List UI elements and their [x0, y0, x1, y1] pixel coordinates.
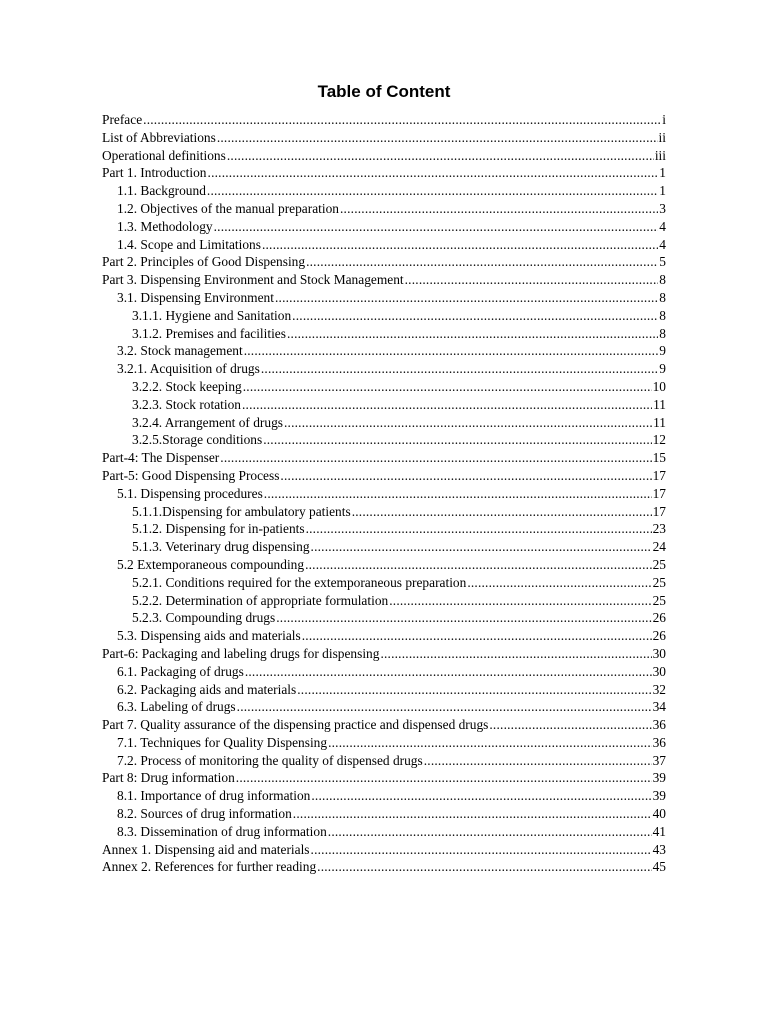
toc-entry-title: Part-5: Good Dispensing Process: [102, 467, 280, 483]
toc-entry-title: 5.1. Dispensing procedures: [117, 485, 263, 501]
toc-entry: [102, 735, 666, 753]
dot-leader: [217, 130, 658, 146]
toc-entry-page-number: 26: [652, 628, 666, 644]
toc-entry: [102, 130, 666, 148]
toc-entry-page-number: 8: [659, 289, 666, 305]
toc-entry-title: 3.2.1. Acquisition of drugs: [117, 361, 260, 377]
dot-leader: [214, 219, 659, 235]
toc-entry-title: 6.1. Packaging of drugs: [117, 663, 244, 679]
toc-entry-title: Part 1. Introduction: [102, 165, 207, 181]
dot-leader: [244, 343, 659, 359]
toc-entry-page-number: ii: [658, 129, 666, 145]
toc-entry-page-number: 26: [652, 610, 666, 626]
dot-leader: [306, 521, 652, 537]
dot-leader: [489, 717, 651, 733]
dot-leader: [424, 753, 652, 769]
toc-entry: [102, 557, 666, 575]
dot-leader: [263, 432, 651, 448]
dot-leader: [284, 415, 652, 431]
toc-entry: [102, 450, 666, 468]
toc-entry: [102, 770, 666, 788]
toc-entry-title: 7.1. Techniques for Quality Dispensing: [117, 734, 328, 750]
page-title: Table of Content: [317, 82, 451, 101]
toc-entry-title: 1.4. Scope and Limitations: [117, 236, 261, 252]
dot-leader: [306, 254, 658, 270]
toc-entry-page-number: 25: [652, 574, 666, 590]
dot-leader: [261, 361, 658, 377]
dot-leader: [237, 699, 652, 715]
toc-entry-page-number: 10: [652, 378, 666, 394]
toc-entry-title: Annex 1. Dispensing aid and materials: [102, 841, 310, 857]
toc-entry-page-number: 9: [659, 361, 666, 377]
dot-leader: [467, 575, 651, 591]
dot-leader: [297, 682, 651, 698]
dot-leader: [207, 183, 658, 199]
dot-leader: [208, 165, 659, 181]
toc-entry: [102, 682, 666, 700]
toc-entry-title: 8.1. Importance of drug information: [117, 788, 311, 804]
toc-entry-title: Part 7. Quality assurance of the dispensing practice and dispensed drugs: [102, 717, 489, 733]
toc-entry: [102, 112, 666, 130]
toc-entry: [102, 824, 666, 842]
toc-entry: [102, 219, 666, 237]
toc-entry: [102, 628, 666, 646]
toc-entry-title: Part 2. Principles of Good Dispensing: [102, 254, 306, 270]
toc-entry-title: 5.1.1.Dispensing for ambulatory patients: [132, 503, 351, 519]
toc-entry-page-number: 37: [652, 752, 666, 768]
toc-entry: [102, 486, 666, 504]
toc-entry-title: 3.2.3. Stock rotation: [132, 396, 241, 412]
dot-leader: [311, 788, 651, 804]
toc-entry-title: Part 3. Dispensing Environment and Stock Management: [102, 272, 404, 288]
toc-entry: [102, 237, 666, 255]
toc-entry-title: 5.2.2. Determination of appropriate formulation: [132, 592, 389, 608]
toc-entry-page-number: 32: [652, 681, 666, 697]
toc-entry: [102, 254, 666, 272]
toc-entry-page-number: 23: [652, 521, 666, 537]
toc-entry: [102, 326, 666, 344]
toc-entry-page-number: 17: [652, 503, 666, 519]
toc-entry: [102, 415, 666, 433]
dot-leader: [293, 806, 652, 822]
toc-entry-title: 6.3. Labeling of drugs: [117, 699, 236, 715]
toc-entry-page-number: 45: [652, 859, 666, 875]
dot-leader: [243, 379, 652, 395]
toc-entry: [102, 806, 666, 824]
dot-leader: [311, 539, 652, 555]
toc-entry-page-number: i: [662, 112, 666, 127]
toc-entry-page-number: 25: [652, 556, 666, 572]
toc-entry: [102, 201, 666, 219]
toc-entry-page-number: 24: [652, 539, 666, 555]
toc-entry-title: 5.1.2. Dispensing for in-patients: [132, 521, 305, 537]
toc-entry-title: 3.2. Stock management: [117, 343, 243, 359]
toc-entry: [102, 521, 666, 539]
toc-entry-title: Part 8: Drug information: [102, 770, 235, 786]
dot-leader: [143, 112, 661, 128]
toc-entry-title: 6.2. Packaging aids and materials: [117, 681, 297, 697]
dot-leader: [328, 824, 652, 840]
toc-entry-page-number: 1: [659, 183, 666, 199]
toc-entry-page-number: 4: [659, 218, 666, 234]
dot-leader: [245, 664, 652, 680]
toc-entry-title: List of Abbreviations: [102, 129, 216, 145]
toc-entry: [102, 397, 666, 415]
toc-entry-page-number: 8: [659, 325, 666, 341]
toc-entry-page-number: 5: [659, 254, 666, 270]
dot-leader: [311, 842, 652, 858]
dot-leader: [287, 326, 658, 342]
toc-entry-title: 3.1.1. Hygiene and Sanitation: [132, 307, 292, 323]
toc-entry-title: 3.1. Dispensing Environment: [117, 289, 274, 305]
toc-entry: [102, 842, 666, 860]
toc-entry-title: 8.2. Sources of drug information: [117, 806, 292, 822]
toc-entry-title: Preface: [102, 112, 143, 127]
toc-entry-page-number: 36: [652, 717, 666, 733]
toc-entry-title: 1.3. Methodology: [117, 218, 213, 234]
toc-entry: [102, 699, 666, 717]
toc-entry-title: 1.1. Background: [117, 183, 206, 199]
toc-entry-page-number: 30: [652, 645, 666, 661]
dot-leader: [236, 770, 652, 786]
dot-leader: [220, 450, 651, 466]
toc-entry-page-number: 36: [652, 734, 666, 750]
toc-entry-title: 3.2.4. Arrangement of drugs: [132, 414, 283, 430]
toc-entry-page-number: 41: [652, 823, 666, 839]
toc-entry-page-number: 40: [652, 806, 666, 822]
toc-list: [102, 112, 666, 877]
toc-entry-title: Part-6: Packaging and labeling drugs for dispensing: [102, 645, 380, 661]
toc-entry: [102, 183, 666, 201]
dot-leader: [262, 237, 658, 253]
dot-leader: [242, 397, 652, 413]
toc-entry-page-number: 1: [659, 165, 666, 181]
toc-entry-page-number: 8: [659, 307, 666, 323]
toc-entry: [102, 379, 666, 397]
toc-entry: [102, 664, 666, 682]
toc-entry: [102, 290, 666, 308]
toc-entry-page-number: 3: [659, 200, 666, 216]
toc-entry: [102, 788, 666, 806]
toc-entry-title: 5.2.3. Compounding drugs: [132, 610, 276, 626]
dot-leader: [292, 308, 658, 324]
toc-entry: [102, 504, 666, 522]
dot-leader: [317, 859, 651, 875]
toc-entry-page-number: 4: [659, 236, 666, 252]
toc-entry-page-number: 11: [653, 414, 666, 430]
toc-entry: [102, 753, 666, 771]
toc-entry-page-number: 39: [652, 788, 666, 804]
toc-entry-page-number: 17: [652, 467, 666, 483]
toc-entry: [102, 859, 666, 877]
toc-entry-page-number: iii: [654, 147, 666, 163]
toc-entry-page-number: 43: [652, 841, 666, 857]
toc-entry: [102, 593, 666, 611]
toc-entry-page-number: 15: [652, 450, 666, 466]
toc-entry-page-number: 11: [653, 396, 666, 412]
toc-entry: [102, 646, 666, 664]
dot-leader: [280, 468, 651, 484]
toc-entry: [102, 165, 666, 183]
toc-entry: [102, 432, 666, 450]
toc-entry-page-number: 39: [652, 770, 666, 786]
dot-leader: [328, 735, 652, 751]
toc-entry-page-number: 9: [659, 343, 666, 359]
toc-entry: [102, 575, 666, 593]
toc-entry: [102, 539, 666, 557]
toc-entry-title: 3.2.5.Storage conditions: [132, 432, 263, 448]
toc-entry-title: 5.2.1. Conditions required for the extemporaneous preparation: [132, 574, 467, 590]
toc-entry: [102, 272, 666, 290]
dot-leader: [389, 593, 651, 609]
dot-leader: [305, 557, 652, 573]
dot-leader: [405, 272, 659, 288]
toc-entry-title: 7.2. Process of monitoring the quality of dispensed drugs: [117, 752, 423, 768]
toc-entry-page-number: 12: [652, 432, 666, 448]
dot-leader: [380, 646, 651, 662]
toc-entry-title: 5.2 Extemporaneous compounding: [117, 556, 305, 572]
dot-leader: [302, 628, 652, 644]
toc-entry: [102, 343, 666, 361]
dot-leader: [352, 504, 652, 520]
toc-entry: [102, 468, 666, 486]
toc-entry: [102, 717, 666, 735]
toc-entry: [102, 361, 666, 379]
toc-entry-page-number: 8: [659, 272, 666, 288]
toc-entry-title: 5.1.3. Veterinary drug dispensing: [132, 539, 310, 555]
dot-leader: [276, 610, 651, 626]
toc-entry: [102, 610, 666, 628]
dot-leader: [227, 148, 654, 164]
toc-entry-title: Operational definitions: [102, 147, 226, 163]
toc-entry-title: 3.2.2. Stock keeping: [132, 378, 242, 394]
toc-entry-title: 5.3. Dispensing aids and materials: [117, 628, 301, 644]
toc-entry-title: Part-4: The Dispenser: [102, 450, 220, 466]
toc-entry-page-number: 17: [652, 485, 666, 501]
dot-leader: [264, 486, 652, 502]
toc-entry-title: 8.3. Dissemination of drug information: [117, 823, 327, 839]
toc-entry-title: Annex 2. References for further reading: [102, 859, 317, 875]
toc-entry-title: 1.2. Objectives of the manual preparation: [117, 200, 339, 216]
toc-entry-page-number: 30: [652, 663, 666, 679]
toc-entry: [102, 308, 666, 326]
dot-leader: [340, 201, 658, 217]
toc-entry: [102, 148, 666, 166]
dot-leader: [275, 290, 658, 306]
toc-entry-page-number: 25: [652, 592, 666, 608]
toc-entry-title: 3.1.2. Premises and facilities: [132, 325, 286, 341]
toc-entry-page-number: 34: [652, 699, 666, 715]
